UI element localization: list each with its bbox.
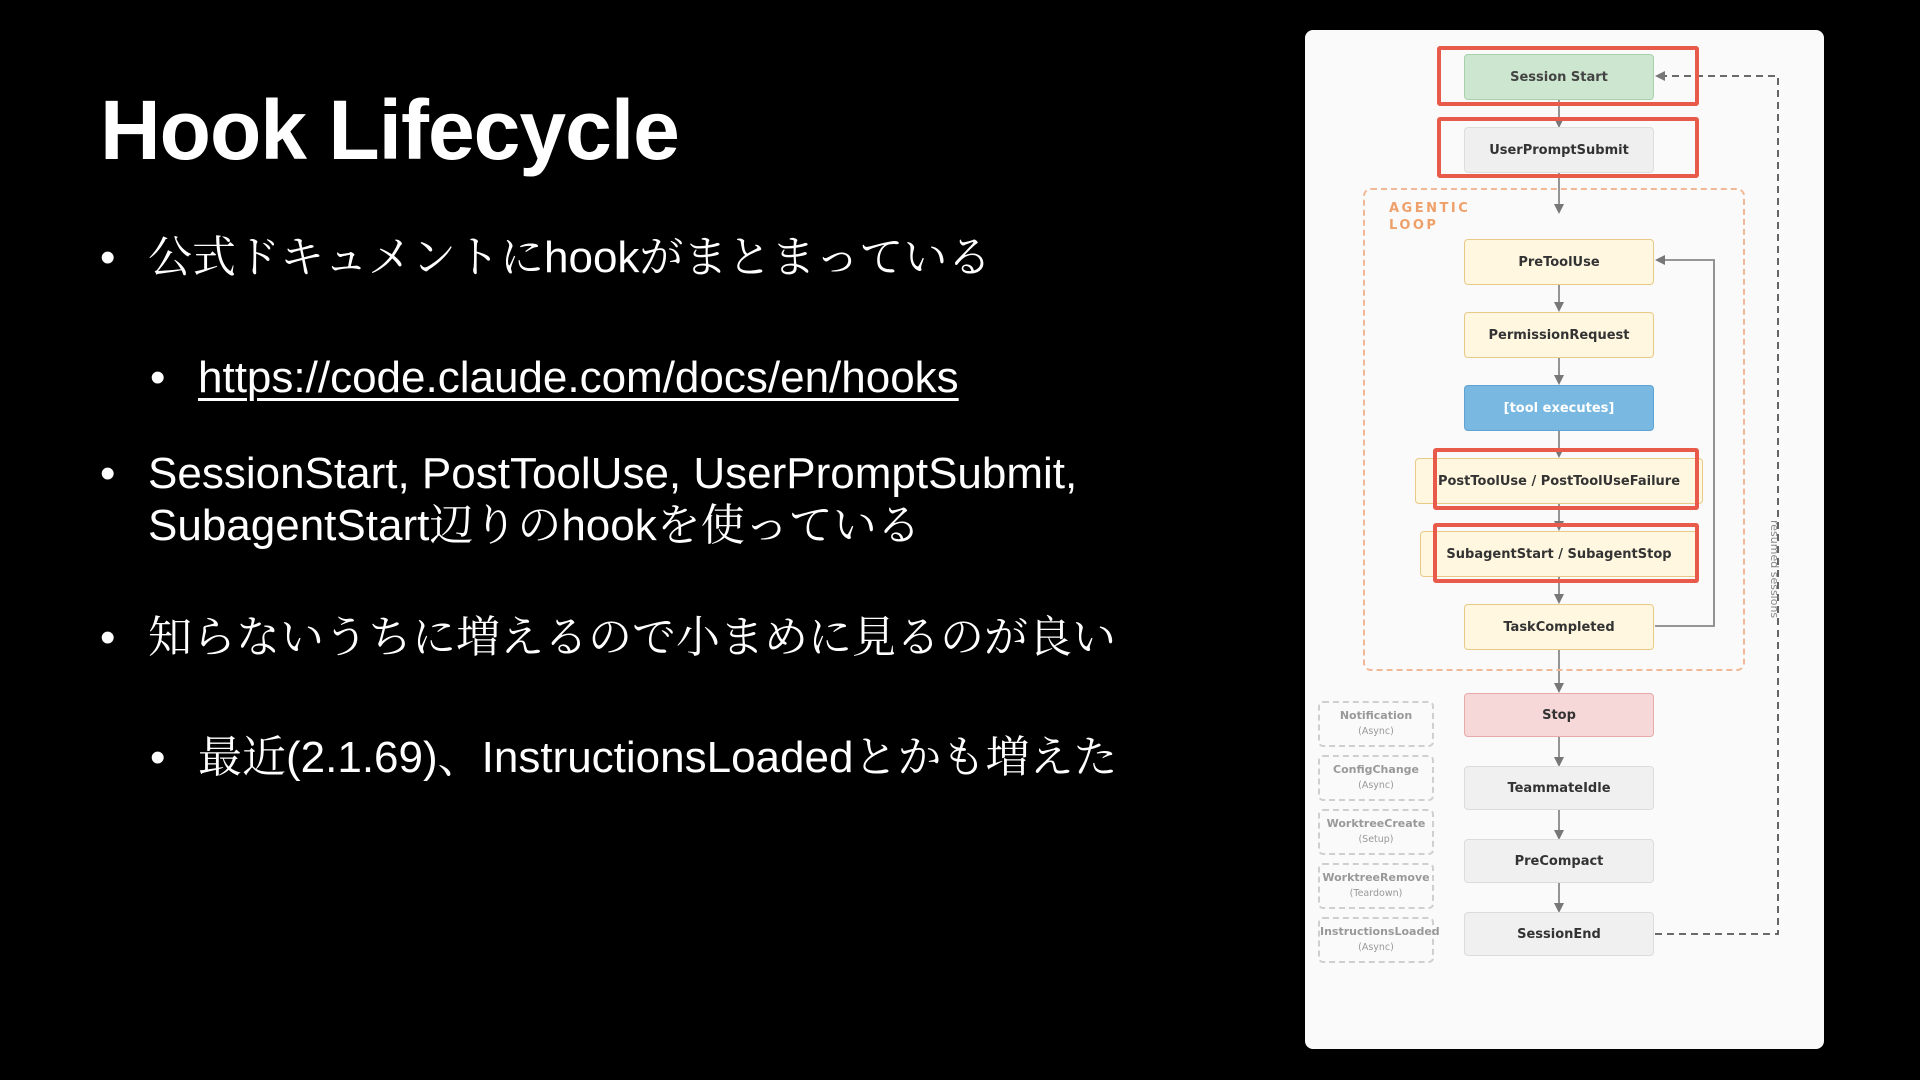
highlight-post-tool-use xyxy=(1433,448,1699,510)
agentic-loop-text: AGENTIC LOOP xyxy=(1389,201,1471,233)
highlight-session-start xyxy=(1437,46,1699,106)
bullet-text: 最近(2.1.69)、InstructionsLoadedとかも増えた xyxy=(198,733,1118,782)
node-session-start: Session Start xyxy=(1464,54,1654,100)
side-event-sub: (Async) xyxy=(1358,726,1394,737)
node-stop: Stop xyxy=(1464,693,1654,737)
side-event-notification xyxy=(1318,701,1434,747)
side-event-name: Notification xyxy=(1339,709,1413,722)
node-pre-tool-use: PreToolUse xyxy=(1464,239,1654,285)
side-event-name: InstructionsLoaded xyxy=(1320,925,1440,938)
agentic-loop-label xyxy=(1389,200,1470,234)
bullet-text: 知らないうちに増えるので小まめに見るのが良い xyxy=(148,613,1116,662)
side-event-name: WorktreeRemove xyxy=(1322,871,1430,884)
highlight-subagent xyxy=(1433,523,1699,583)
side-event-instructions-loaded xyxy=(1318,917,1440,963)
docs-link[interactable]: https://code.claude.com/docs/en/hooks xyxy=(198,353,959,402)
node-session-end: SessionEnd xyxy=(1464,912,1654,956)
bullet-text: SubagentStart辺りのhookを使っている xyxy=(148,501,921,550)
slide-title: Hook Lifecycle xyxy=(100,83,679,177)
bullet-dot-icon: • xyxy=(100,449,116,498)
node-permission-request: PermissionRequest xyxy=(1464,312,1654,358)
side-event-sub: (Teardown) xyxy=(1349,888,1403,899)
node-subagent: SubagentStart / SubagentStop xyxy=(1420,531,1698,577)
side-event-sub: (Setup) xyxy=(1358,834,1394,845)
bullet-text: SessionStart, PostToolUse, UserPromptSubmit, xyxy=(148,449,1078,498)
side-event-sub: (Async) xyxy=(1358,942,1394,953)
bullet-dot-icon: • xyxy=(100,233,116,282)
resumed-sessions-label: resumed sessions xyxy=(1768,520,1781,619)
node-teammate-idle: TeammateIdle xyxy=(1464,766,1654,810)
side-event-sub: (Async) xyxy=(1358,780,1394,791)
node-pre-compact: PreCompact xyxy=(1464,839,1654,883)
side-event-worktree-create xyxy=(1318,809,1434,855)
side-event-config-change xyxy=(1318,755,1434,801)
node-tool-executes: [tool executes] xyxy=(1464,385,1654,431)
hook-lifecycle-diagram xyxy=(1305,30,1824,1049)
side-event-name: ConfigChange xyxy=(1333,763,1419,776)
node-task-completed: TaskCompleted xyxy=(1464,604,1654,650)
node-post-tool-use: PostToolUse / PostToolUseFailure xyxy=(1415,458,1703,504)
bullet-dot-icon: • xyxy=(150,733,166,782)
side-event-name: WorktreeCreate xyxy=(1326,817,1426,830)
side-event-worktree-remove xyxy=(1318,863,1434,909)
bullet-dot-icon: • xyxy=(100,613,116,662)
bullet-dot-icon: • xyxy=(150,353,166,402)
node-user-prompt-submit: UserPromptSubmit xyxy=(1464,127,1654,173)
highlight-user-prompt-submit xyxy=(1437,117,1699,178)
bullet-text: 公式ドキュメントにhookがまとまっている xyxy=(148,233,992,282)
